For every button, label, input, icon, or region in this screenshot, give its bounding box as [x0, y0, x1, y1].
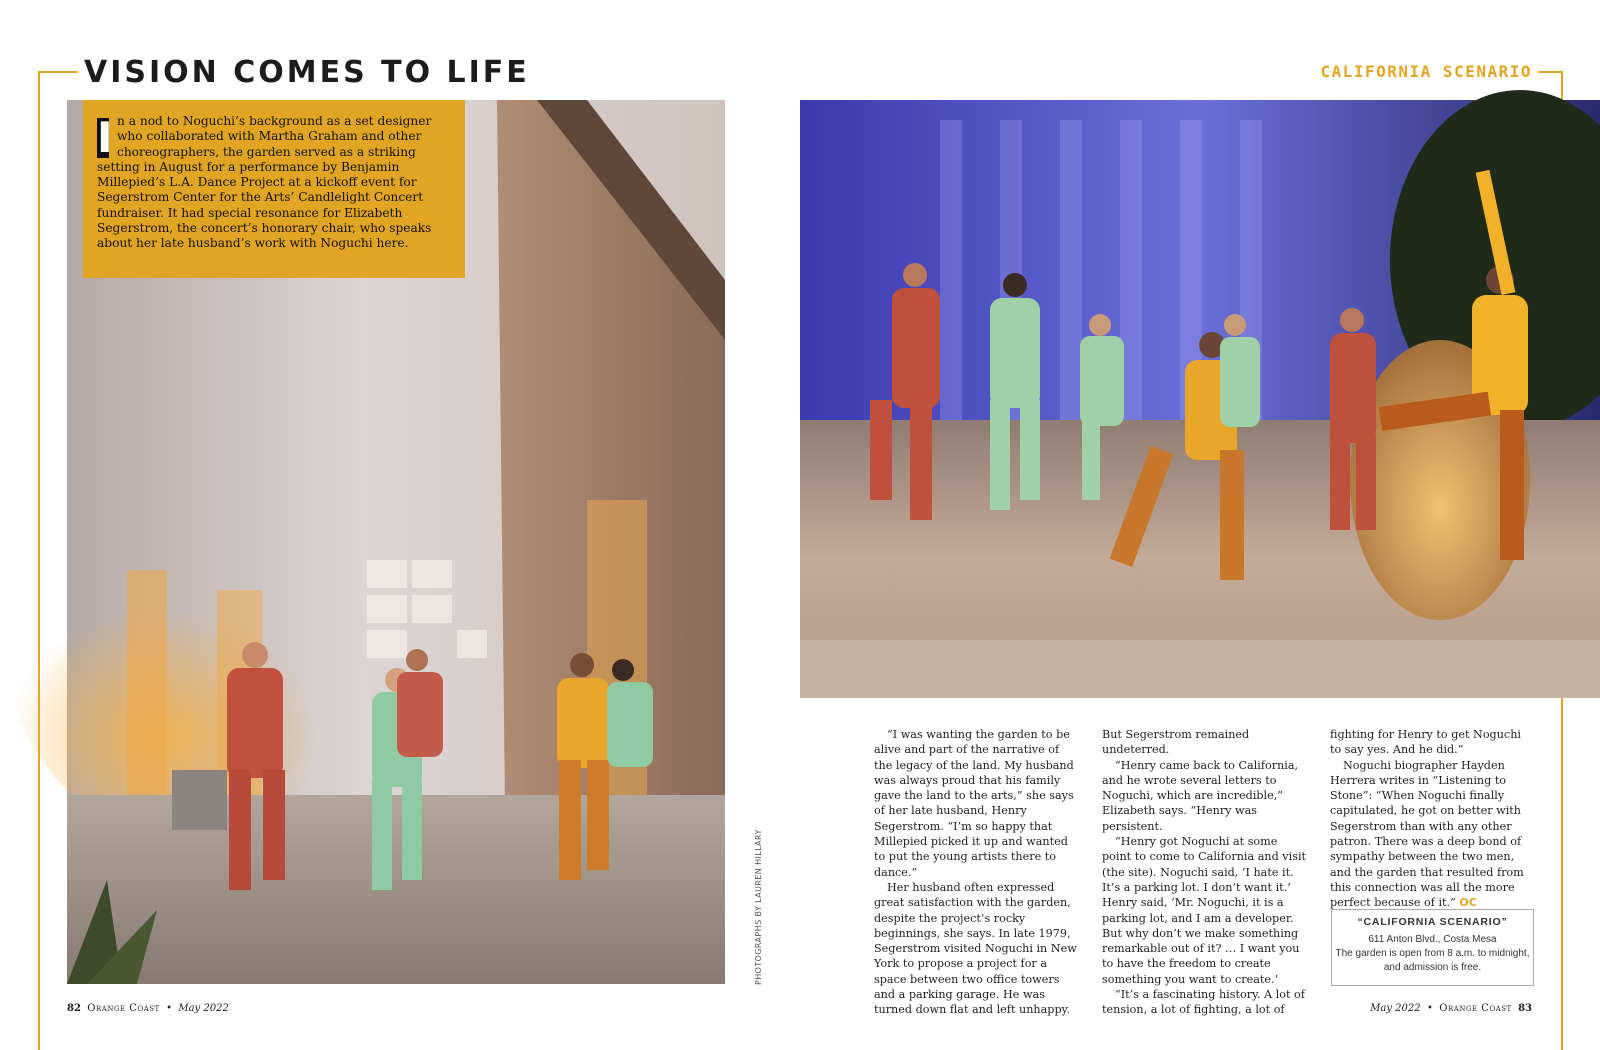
body-column-2 — [1102, 727, 1307, 1018]
headline: VISION COMES TO LIFE — [84, 55, 530, 90]
right-dance-photo — [800, 100, 1600, 698]
photo-credit: PHOTOGRAPHS BY LAUREN HILLARY — [754, 829, 763, 985]
paragraph — [1330, 758, 1535, 911]
separator: • — [1427, 1003, 1433, 1014]
section-label: CALIFORNIA SCENARIO — [1320, 62, 1532, 81]
paragraph: “Henry came back to California, and he wrote several letters to Noguchi, which are incredible,” Elizabeth says. “Henry was persistent. — [1102, 758, 1299, 833]
magazine-name: Orange Coast — [87, 1003, 160, 1014]
top-rule-right — [1538, 71, 1562, 73]
intro-box — [83, 100, 465, 278]
issue-date: May 2022 — [1370, 1003, 1421, 1014]
drop-cap: I — [97, 113, 113, 162]
paragraph: fighting for Henry to get Noguchi to say yes. And he did.” — [1330, 728, 1521, 757]
end-mark-icon: OC — [1459, 896, 1477, 910]
top-rule-left — [38, 71, 78, 73]
page-number: 83 — [1518, 1003, 1532, 1014]
paragraph: “It’s a fascinating history. A lot of tension, a lot of fighting, a lot of — [1102, 988, 1305, 1017]
info-box-address: 611 Anton Blvd., Costa Mesa — [1368, 934, 1497, 945]
info-box — [1331, 909, 1534, 986]
dancers-photo-icon — [800, 100, 1600, 698]
paragraph: Her husband often expressed great satisfaction with the garden, despite the project’s rocky beginnings, she says. In late 1979, Segerstrom visited Noguchi in New York to propose a project for a space between two office towers and a parking garage. He was turned down flat and left unhappy. — [874, 880, 1077, 1017]
body-column-1 — [874, 727, 1079, 1018]
page-number: 82 — [67, 1003, 81, 1014]
separator: • — [166, 1003, 172, 1014]
folio-right — [1370, 1003, 1532, 1014]
info-box-title: “CALIFORNIA SCENARIO” — [1357, 916, 1508, 928]
info-box-hours: The garden is open from 8 a.m. to midnight, and admission is free. — [1335, 948, 1530, 973]
folio-left — [67, 1003, 229, 1014]
issue-date: May 2022 — [178, 1003, 229, 1014]
paragraph: “Henry got Noguchi at some point to come to California and visit (the site). Noguchi said, ‘I hate it. It’s a parking lot. I don’t want it.’ Henry said, ‘Mr. Noguchi, it is a parking lot, and I am a developer. But why don’t we make something remarkable out of it? … I want you to have the freedom to create something you want to create.’ — [1102, 835, 1307, 986]
magazine-name: Orange Coast — [1439, 1003, 1512, 1014]
paragraph: But Segerstrom remained undeterred. — [1102, 728, 1250, 757]
paragraph-text: Noguchi biographer Hayden Herrera writes in “Listening to Stone”: “When Noguchi finally capitulated, he got on better with Segerstrom than with any other patron. There was a deep bond of sympathy between the two men, and the garden that resulted from this connection was all the more perfect because of it.” — [1330, 758, 1524, 910]
paragraph: “I was wanting the garden to be alive and part of the narrative of the legacy of the land. My husband was always proud that his family gave the land to the arts,” she says of her late husband, Henry Segerstrom. “I’m so happy that Millepied picked it up and wanted to put the young artists there to dance.” — [874, 728, 1074, 879]
intro-text: n a nod to Noguchi’s background as a set designer who collaborated with Martha Graham and other choreographers, the garden served as a striking setting in August for a performance by Benjamin Millepied’s L.A. Dance Project at a kickoff event for Segerstrom Center for the Arts’ Candlelight Concert fundraiser. It had special resonance for Elizabeth Segerstrom, the concert’s honorary chair, who speaks about her late husband’s work with Noguchi here. — [97, 114, 432, 251]
body-column-3 — [1330, 727, 1535, 911]
